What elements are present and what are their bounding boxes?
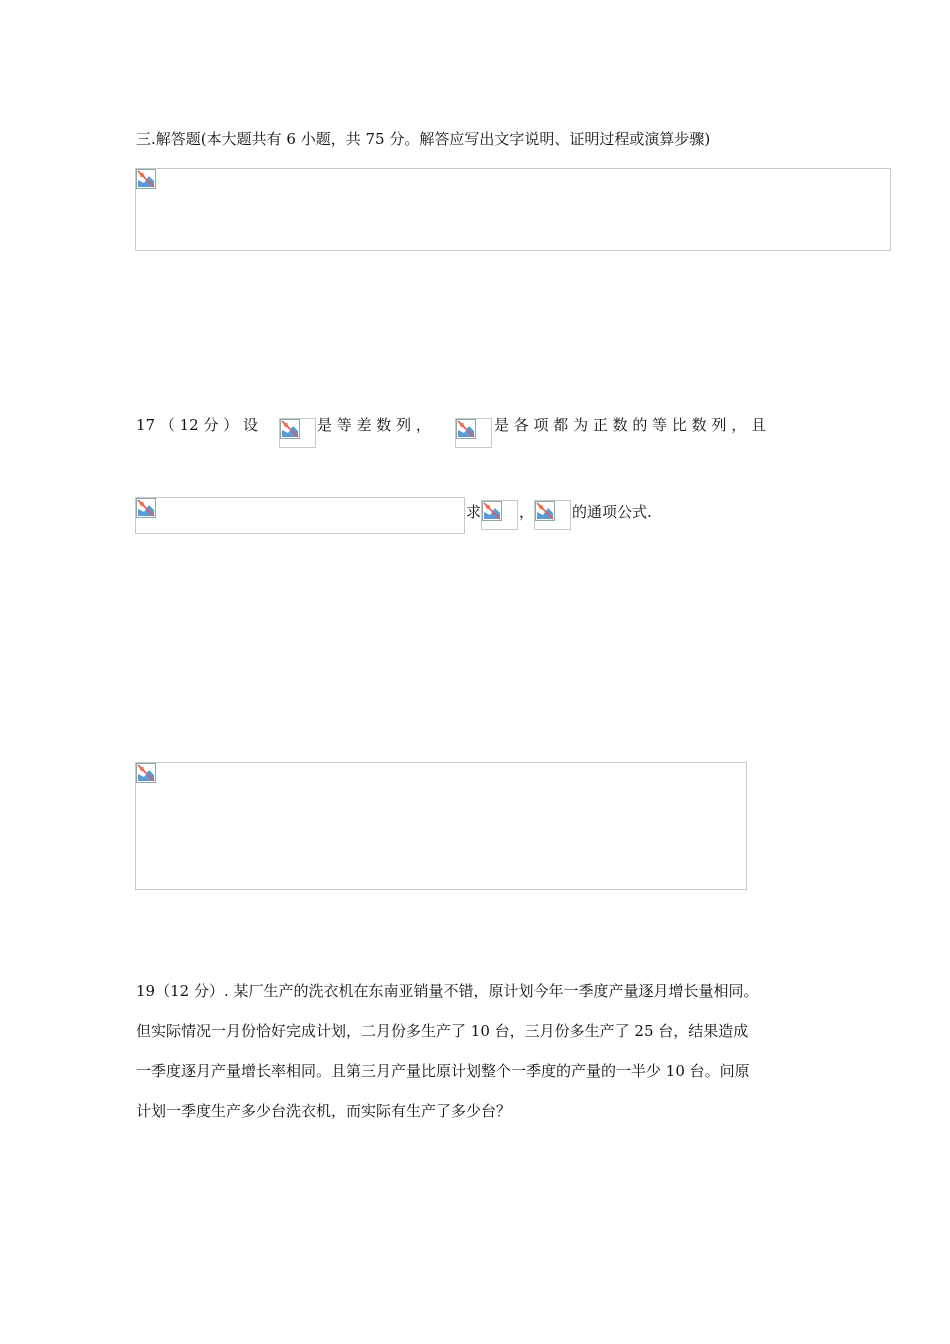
broken-image-icon	[535, 501, 555, 521]
formula-image-conditions	[135, 497, 465, 534]
formula-image-an-2	[481, 500, 518, 530]
q17-part3: 求	[466, 503, 482, 521]
q17-comma: ，	[519, 503, 535, 521]
q17-part4: 的通项公式.	[572, 503, 652, 521]
q19-line-1: 19（12 分）. 某厂生产的洗衣机在东南亚销量不错，原计划今年一季度产量逐月增长量相同。	[136, 982, 759, 1000]
section-heading: 三.解答题(本大题共有 6 小题，共 75 分。解答应写出文字说明、证明过程或演算步骤)	[136, 130, 711, 148]
broken-image-icon	[482, 501, 502, 521]
q17-part2: 是 各 项 都 为 正 数 的 等 比 数 列 ， 且	[494, 416, 766, 434]
q17-prefix: 17 （ 12 分 ） 设	[136, 416, 259, 434]
q19-line-3: 一季度逐月产量增长率相同。且第三月产量比原计划整个一季度的产量的一半少 10 台。问原	[136, 1062, 750, 1080]
broken-image-icon	[136, 169, 156, 189]
formula-image-bn	[455, 418, 492, 448]
broken-image-icon	[456, 419, 476, 439]
q17-part1: 是 等 差 数 列 ，	[317, 416, 431, 434]
q19-line-2: 但实际情况一月份恰好完成计划，二月份多生产了 10 台，三月份多生产了 25 台，结果造成	[136, 1022, 749, 1040]
broken-image-icon	[136, 763, 156, 783]
formula-image-bn-2	[534, 500, 571, 530]
image-placeholder-q18	[135, 762, 747, 890]
broken-image-icon	[136, 498, 156, 518]
image-placeholder-instructions	[135, 168, 891, 251]
formula-image-an	[279, 418, 316, 448]
q19-line-4: 计划一季度生产多少台洗衣机，而实际有生产了多少台？	[136, 1102, 512, 1120]
broken-image-icon	[280, 419, 300, 439]
